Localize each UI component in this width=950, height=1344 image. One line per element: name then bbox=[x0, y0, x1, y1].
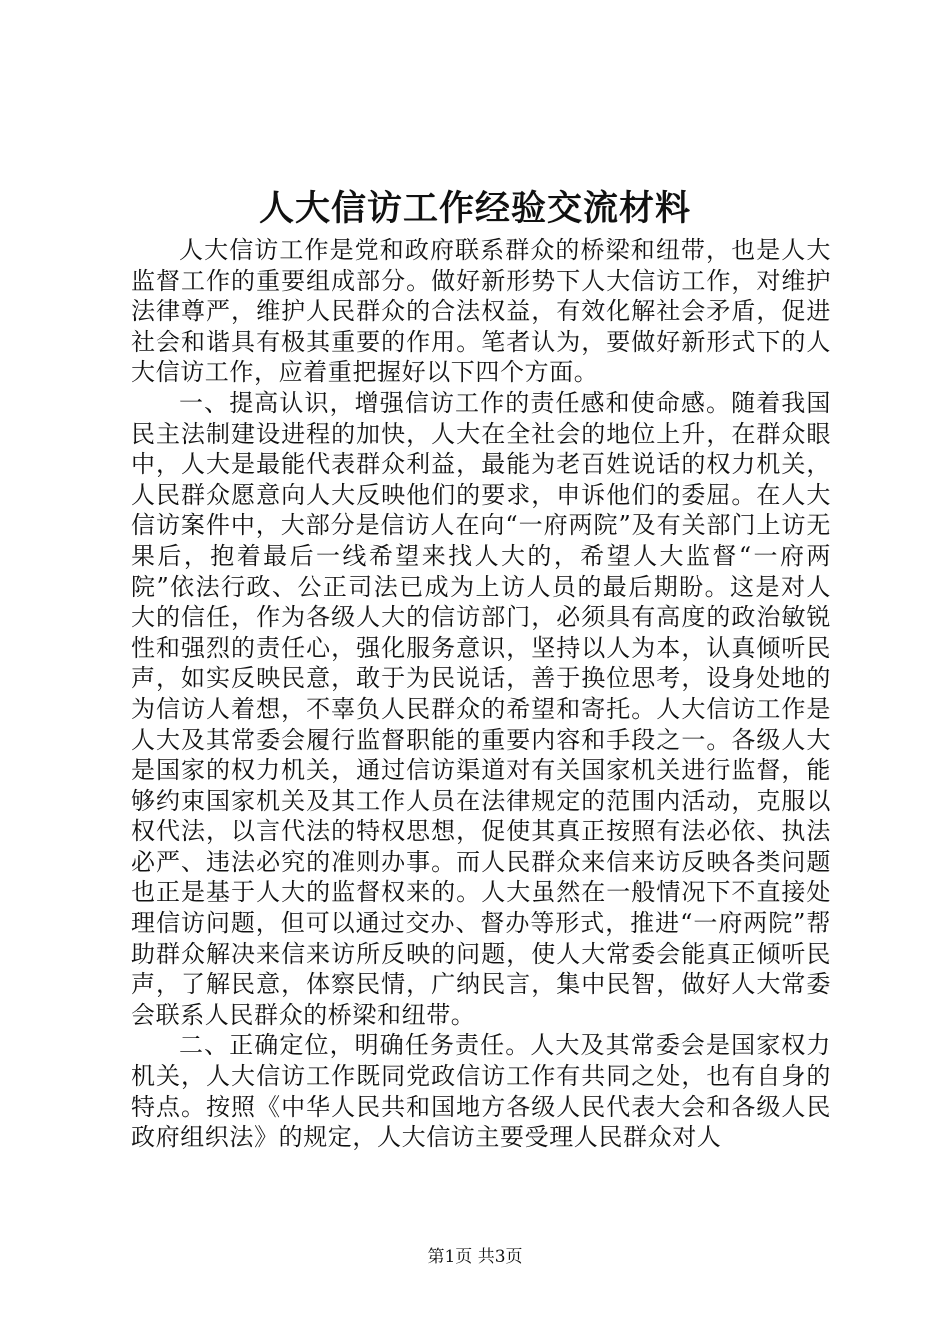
paragraph-section-one: 一、提高认识，增强信访工作的责任感和使命感。随着我国民主法制建设进程的加快，人大在全社会的地位上升，在群众眼中，人大是最能代表群众利益，最能为老百姓说话的权力机关，人民群众愿意向人大反映他们的要求，申诉他们的委屈。在人大信访案件中，大部分是信访人在向“一府两院”及有关部门上访无果后，抱着最后一线希望来找人大的，希望人大监督“一府两院”依法行政、公正司法已成为上访人员的最后期盼。这是对人大的信任，作为各级人大的信访部门，必须具有高度的政治敏锐性和强烈的责任心，强化服务意识，坚持以人为本，认真倾听民声，如实反映民意，敢于为民说话，善于换位思考，设身处地的为信访人着想，不辜负人民群众的希望和寄托。人大信访工作是人大及其常委会履行监督职能的重要内容和手段之一。各级人大是国家的权力机关，通过信访渠道对有关国家机关进行监督，能够约束国家机关及其工作人员在法律规定的范围内活动，克服以权代法，以言代法的特权思想，促使其真正按照有法必依、执法必严、违法必究的准则办事。而人民群众来信来访反映各类问题也正是基于人大的监督权来的。人大虽然在一般情况下不直接处理信访问题，但可以通过交办、督办等形式，推进“一府两院”帮助群众解决来信来访所反映的问题，使人大常委会能真正倾听民声，了解民意，体察民情，广纳民言，集中民智，做好人大常委会联系人民群众的桥梁和纽带。 bbox=[131, 388, 831, 1029]
document-title: 人大信访工作经验交流材料 bbox=[258, 188, 691, 229]
document-body bbox=[131, 235, 831, 1153]
page-footer: 第1页 共3页 bbox=[427, 1247, 523, 1267]
paragraph-intro: 人大信访工作是党和政府联系群众的桥梁和纽带，也是人大监督工作的重要组成部分。做好新形势下人大信访工作，对维护法律尊严，维护人民群众的合法权益，有效化解社会矛盾，促进社会和谐具有极其重要的作用。笔者认为，要做好新形式下的人大信访工作，应着重把握好以下四个方面。 bbox=[131, 236, 831, 387]
paragraph-section-two: 二、正确定位，明确任务责任。人大及其常委会是国家权力机关，人大信访工作既同党政信访工作有共同之处，也有自身的特点。按照《中华人民共和国地方各级人民代表大会和各级人民政府组织法》的规定，人大信访主要受理人民群众对人 bbox=[131, 1031, 831, 1152]
